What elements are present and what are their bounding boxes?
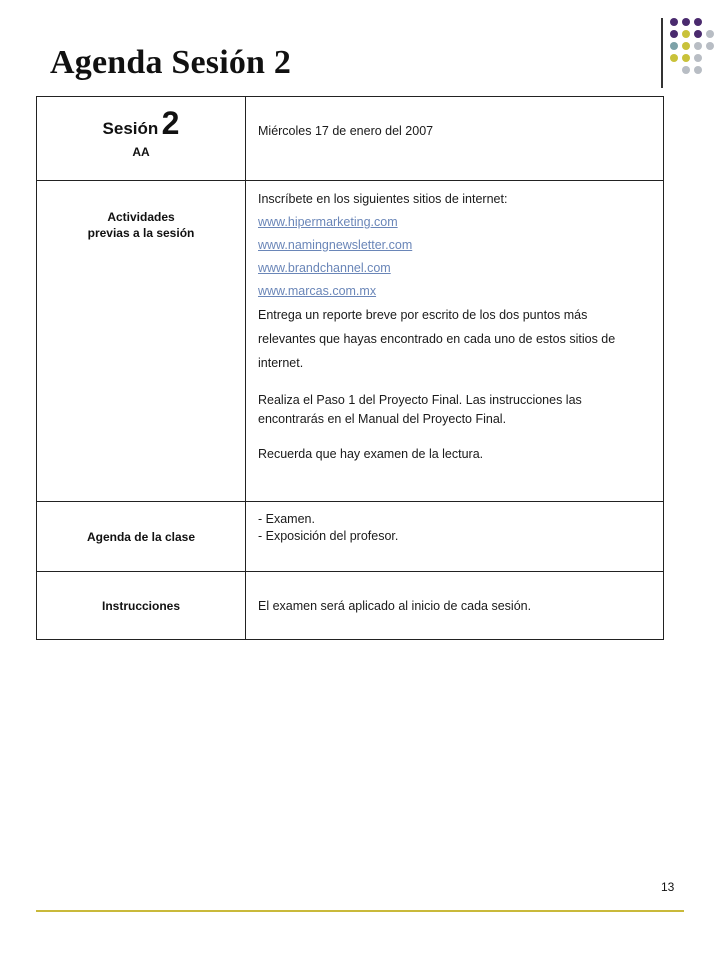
activities-label-cell bbox=[37, 181, 246, 502]
report-line: internet. bbox=[258, 356, 304, 370]
decor-dot bbox=[682, 54, 690, 62]
footer-divider bbox=[36, 910, 684, 912]
reminder-text: Recuerda que hay examen de la lectura. bbox=[258, 447, 484, 461]
decor-dot bbox=[670, 54, 678, 62]
decor-dot bbox=[670, 66, 678, 74]
activities-intro: Inscríbete en los siguientes sitios de internet: bbox=[258, 192, 508, 206]
decor-dot bbox=[694, 18, 702, 26]
decor-dot bbox=[670, 18, 678, 26]
decor-dot bbox=[670, 30, 678, 38]
activities-row bbox=[37, 181, 664, 502]
link-hipermarketing[interactable]: www.hipermarketing.com bbox=[258, 215, 398, 229]
decor-dot bbox=[682, 18, 690, 26]
decor-dot bbox=[682, 30, 690, 38]
class-agenda-label-cell bbox=[37, 502, 246, 572]
decor-dot bbox=[694, 42, 702, 50]
decor-dot bbox=[682, 42, 690, 50]
activities-label-line1: Actividades bbox=[107, 210, 175, 224]
instructions-text: El examen será aplicado al inicio de cada sesión. bbox=[258, 599, 532, 613]
link-marcas[interactable]: www.marcas.com.mx bbox=[258, 284, 377, 298]
project-line: Realiza el Paso 1 del Proyecto Final. Las instrucciones las bbox=[258, 393, 582, 407]
session-group: AA bbox=[132, 145, 150, 159]
decor-dot bbox=[682, 66, 690, 74]
link-namingnewsletter[interactable]: www.namingnewsletter.com bbox=[258, 238, 413, 252]
class-agenda-label: Agenda de la clase bbox=[86, 530, 196, 544]
session-row bbox=[37, 97, 664, 181]
class-agenda-row bbox=[37, 502, 664, 572]
agenda-table bbox=[36, 96, 664, 640]
decor-dot bbox=[706, 18, 714, 26]
decor-dot-grid bbox=[670, 18, 714, 74]
session-date-cell bbox=[246, 97, 664, 181]
class-agenda-content-cell bbox=[246, 502, 664, 572]
session-date: Miércoles 17 de enero del 2007 bbox=[258, 124, 434, 138]
decor-dot bbox=[706, 66, 714, 74]
session-number: 2 bbox=[161, 105, 180, 141]
page-number: 13 bbox=[661, 880, 675, 894]
instructions-content-cell bbox=[246, 572, 664, 640]
instructions-label: Instrucciones bbox=[101, 599, 181, 613]
class-agenda-item: - Exposición del profesor. bbox=[258, 529, 399, 543]
project-line: encontrarás en el Manual del Proyecto Final. bbox=[258, 412, 507, 426]
decor-dot bbox=[694, 30, 702, 38]
report-line: Entrega un reporte breve por escrito de los dos puntos más bbox=[258, 308, 588, 322]
activities-content-cell bbox=[246, 181, 664, 502]
page-title: Agenda Sesión 2 bbox=[50, 44, 292, 81]
report-line: relevantes que hayas encontrado en cada uno de estos sitios de bbox=[258, 332, 616, 346]
decor-dot bbox=[670, 42, 678, 50]
link-brandchannel[interactable]: www.brandchannel.com bbox=[258, 261, 391, 275]
instructions-row bbox=[37, 572, 664, 640]
report-paragraph bbox=[258, 303, 651, 375]
decor-dot bbox=[706, 54, 714, 62]
decor-vertical-line bbox=[661, 18, 663, 88]
decor-dot bbox=[706, 42, 714, 50]
session-cell bbox=[37, 97, 246, 181]
project-paragraph bbox=[258, 391, 651, 429]
session-label: Sesión bbox=[102, 119, 159, 138]
activities-label-line2: previas a la sesión bbox=[87, 226, 195, 240]
session-heading bbox=[37, 105, 245, 141]
instructions-label-cell bbox=[37, 572, 246, 640]
decor-dot bbox=[706, 30, 714, 38]
decor-dot bbox=[694, 54, 702, 62]
decor-dot bbox=[694, 66, 702, 74]
class-agenda-item: - Examen. bbox=[258, 512, 315, 526]
